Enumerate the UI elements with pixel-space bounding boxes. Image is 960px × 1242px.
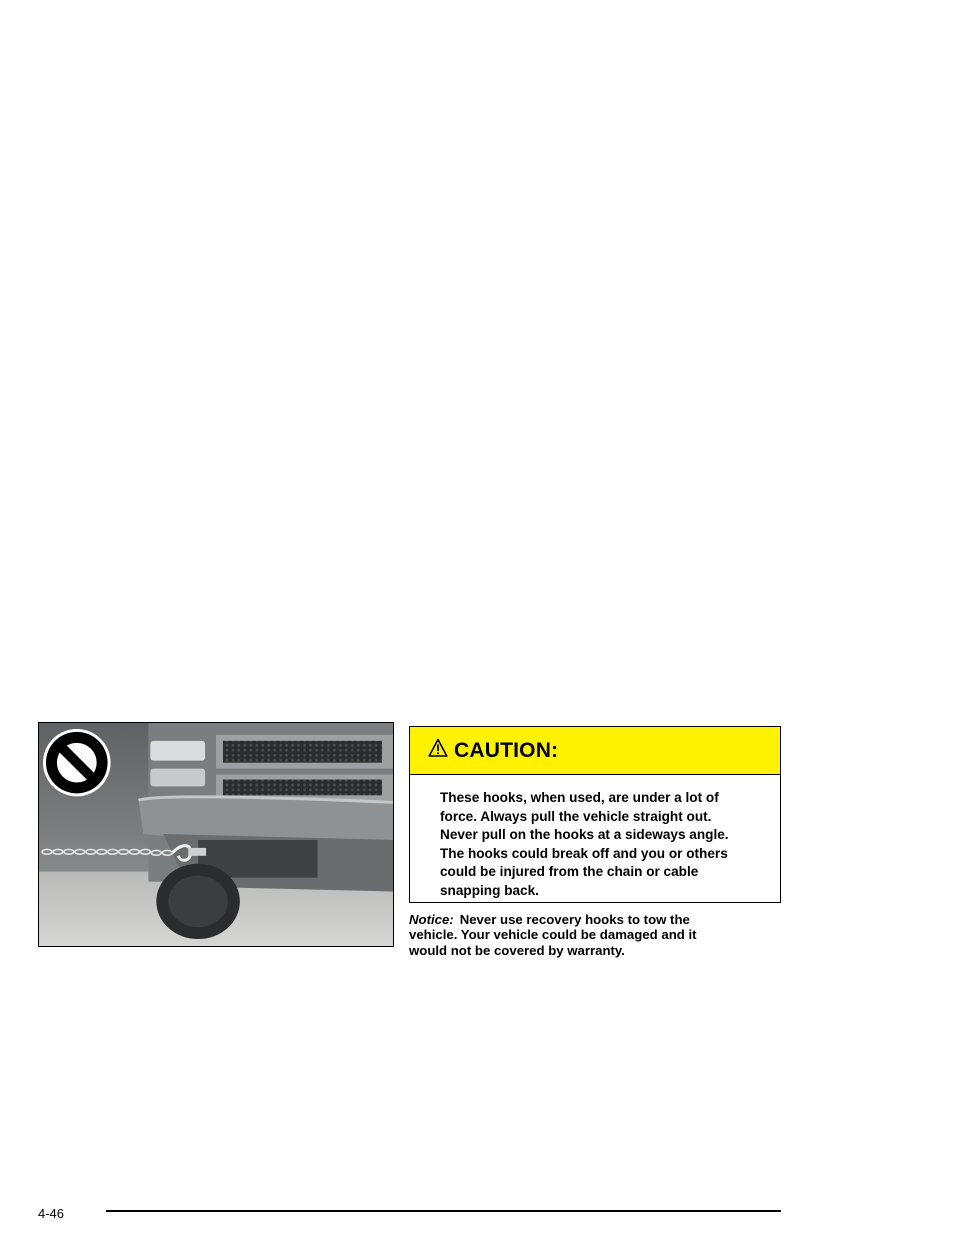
recovery-hook-figure xyxy=(38,722,394,947)
caution-text xyxy=(410,775,780,901)
page-number: 4-46 xyxy=(38,1206,65,1221)
prohibition-icon xyxy=(43,729,111,796)
caution-line: These hooks, when used, are under a lot of xyxy=(440,790,719,805)
caution-line: The hooks could break off and you or others xyxy=(440,845,728,861)
notice-line: would not be covered by warranty. xyxy=(409,942,625,958)
upper-grille xyxy=(223,741,382,763)
footer-rule xyxy=(106,1210,781,1212)
truck-front-illustration xyxy=(39,723,393,946)
lower-grille xyxy=(223,779,382,795)
caution-title: CAUTION: xyxy=(454,738,559,762)
notice-paragraph xyxy=(409,912,789,958)
notice-line: vehicle. Your vehicle could be damaged and it xyxy=(409,927,697,943)
caution-line: could be injured from the chain or cable xyxy=(440,864,699,880)
headlight xyxy=(150,741,205,761)
caution-box xyxy=(409,726,781,903)
notice-label: Notice: xyxy=(409,912,454,927)
caution-header xyxy=(410,727,780,775)
warning-triangle-icon xyxy=(428,738,448,758)
caution-line: Never pull on the hooks at a sideways angle. xyxy=(440,827,729,843)
caution-line: force. Always pull the vehicle straight out. xyxy=(440,808,712,824)
notice-line: Never use recovery hooks to tow the xyxy=(459,912,690,927)
caution-line: snapping back. xyxy=(440,882,539,898)
